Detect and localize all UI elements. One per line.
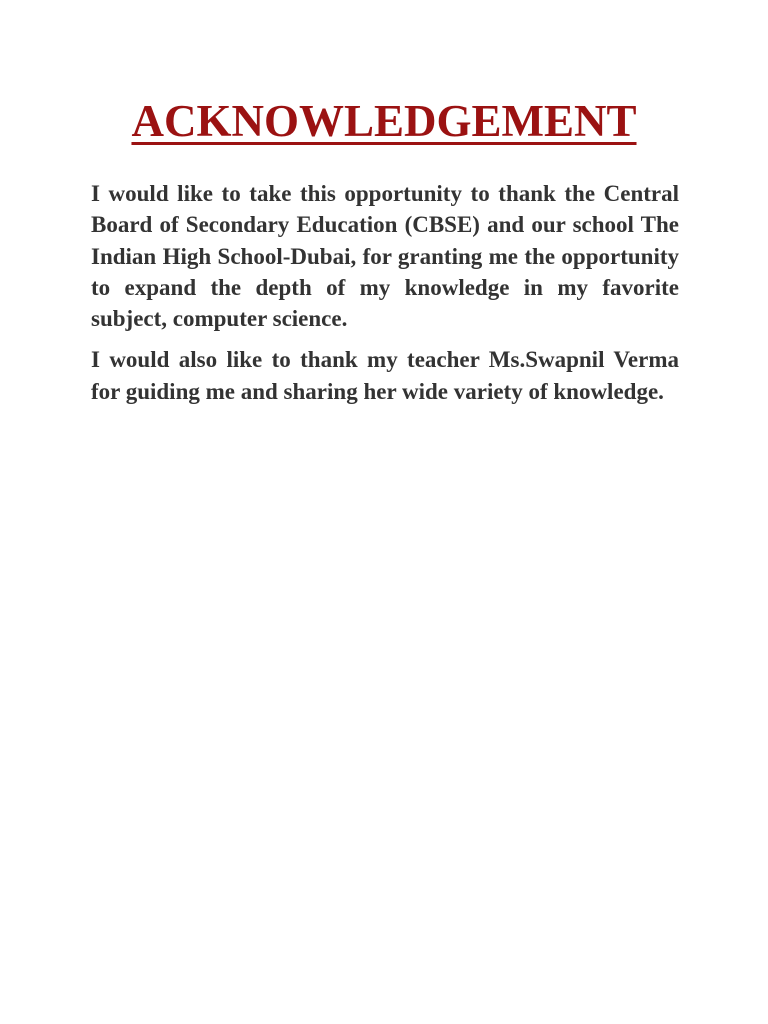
paragraph-thanks-teacher: I would also like to thank my teacher Ms.Swapnil Verma for guiding me and sharing her wide variety of knowledge. <box>91 347 679 404</box>
acknowledgement-body <box>91 178 679 417</box>
paragraph-thanks-cbse: I would like to take this opportunity to thank the Central Board of Secondary Education (CBSE) and our school The Indian High School-Dubai, for granting me the opportunity to expand the depth of my knowledge in my favorite subject, computer science. <box>91 181 679 332</box>
page-title: ACKNOWLEDGEMENT <box>131 96 637 146</box>
